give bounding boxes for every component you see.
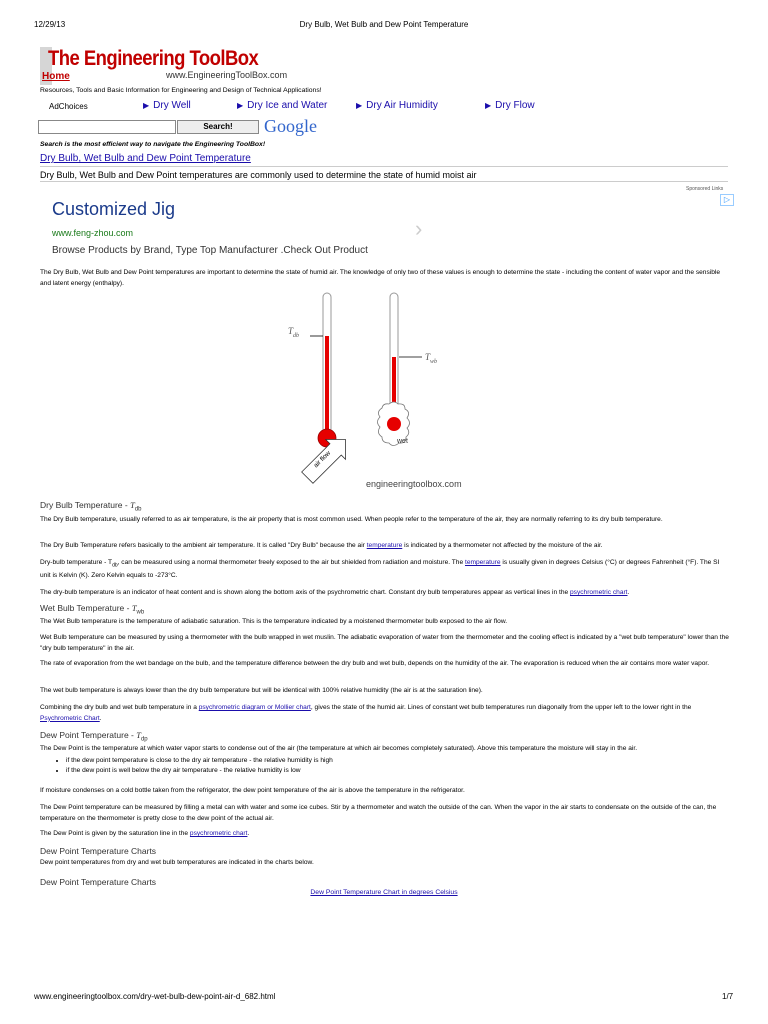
dew-point-chart-celsius-link[interactable]: Dew Point Temperature Chart in degrees Celsius xyxy=(310,889,458,896)
page-subtitle: Dry Bulb, Wet Bulb and Dew Point temperatures are commonly used to determine the state of humid moist air xyxy=(40,170,477,180)
wet-bulb-p2: Wet Bulb temperature can be measured by using a thermometer with the bulb wrapped in wet muslin. The adiabatic evaporation of water from the thermometer and the cooling effect is indicated by a "wet bulb temperature" lower than the "dry bulb temperature" in the air. xyxy=(40,634,729,652)
wet-bulb-heading: Wet Bulb Temperature - $T_{wb}$ xyxy=(40,603,145,616)
ad-text: Browse Products by Brand, Type Top Manufacturer .Check Out Product xyxy=(52,245,368,256)
wet-bulb-thermometer-icon xyxy=(378,293,423,446)
page-title-link[interactable]: Dry Bulb, Wet Bulb and Dew Point Temperature xyxy=(40,153,251,164)
footer-url: www.engineeringtoolbox.com/dry-wet-bulb-dew-point-air-d_682.html xyxy=(34,992,276,1001)
ad-link-dry-ice[interactable]: ▶ Dry Ice and Water xyxy=(237,100,327,111)
psychrometric-chart-link[interactable]: psychrometric chart xyxy=(569,589,628,596)
ad-url[interactable]: www.feng-zhou.com xyxy=(52,228,134,238)
site-tagline: Resources, Tools and Basic Information for Engineering and Design of Technical Applications! xyxy=(40,87,322,94)
dew-point-p1: The Dew Point is the temperature at which water vapor starts to condense out of the air (the temperature at which air becomes completely saturated). Above this temperature the moisture will stay in the air. xyxy=(40,745,638,752)
dry-bulb-p3: Dry-bulb temperature - $T_{db}$, can be measured using a normal thermometer freely exposed to the air but shielded from radiation and moisture. The temperature is usually given in degrees Celsius (°C) or degrees Fahrenheit (°F). The SI unit is Kelvin (K). Zero Kelvin equals to -273°C. xyxy=(40,559,720,579)
dry-bulb-heading: Dry Bulb Temperature - $T_{db}$ xyxy=(40,500,142,513)
t-wb-label: $T_{wb}$ xyxy=(425,352,438,365)
dew-point-list xyxy=(40,756,746,776)
dew-point-p2: If moisture condenses on a cold bottle taken from the refrigerator, the dew point temperature of the air is above the temperature in the refrigerator. xyxy=(40,787,465,794)
intro-paragraph: The Dry Bulb, Wet Bulb and Dew Point temperatures are important to determine the state of humid air. The knowledge of only two of these values is enough to determine the state - including the content of water vapor and the sensible and latent energy (enthalpy). xyxy=(40,269,721,287)
ad-choices-icon[interactable]: ▷ xyxy=(720,194,734,206)
ad-headline[interactable]: Customized Jig xyxy=(52,199,176,219)
site-url: www.EngineeringToolBox.com xyxy=(166,70,288,80)
home-link[interactable]: Home xyxy=(42,71,70,82)
ad-link-dry-air-humidity[interactable]: ▶ Dry Air Humidity xyxy=(356,100,438,111)
search-input[interactable] xyxy=(38,120,176,134)
psychrometric-diagram-link[interactable]: psychrometric diagram or Mollier chart xyxy=(198,704,311,711)
dew-point-p3: The Dew Point temperature can be measured by filling a metal can with water and some ice cubes. Stir by a thermometer and watch the outside of the can. When the vapor in the air starts to condensate on the outside of the can, the temperature on the thermometer is pretty close to the dew point of the actual air. xyxy=(40,804,717,822)
air-flow-label: air flow xyxy=(312,449,333,470)
ad-next-icon[interactable]: › xyxy=(415,216,423,241)
footer-page-number: 1/7 xyxy=(722,992,734,1001)
adchoices-label[interactable]: AdChoices xyxy=(49,102,88,111)
list-item: • if the dew point is well below the dry air temperature - the relative humidity is low xyxy=(66,766,746,776)
charts-heading: Dew Point Temperature Charts xyxy=(40,846,157,856)
t-db-label: $T_{db}$ xyxy=(288,326,300,339)
ad-link-dry-well[interactable]: ▶ Dry Well xyxy=(143,100,191,111)
list-item: • if the dew point temperature is close to the dry air temperature - the relative humidity is high xyxy=(66,756,746,766)
divider xyxy=(40,181,728,182)
search-hint: Search is the most efficient way to navigate the Engineering ToolBox! xyxy=(40,141,266,148)
dry-bulb-thermometer-icon xyxy=(310,293,336,447)
dew-point-p4: The Dew Point is given by the saturation line in the psychrometric chart. xyxy=(40,830,250,837)
thermometer-figure xyxy=(270,290,510,496)
print-title: Dry Bulb, Wet Bulb and Dew Point Temperature xyxy=(299,20,469,29)
divider xyxy=(40,166,728,167)
figure-credit: engineeringtoolbox.com xyxy=(366,479,462,489)
google-logo: Google xyxy=(264,116,317,136)
charts-heading-2: Dew Point Temperature Charts xyxy=(40,877,157,887)
dew-point-heading: Dew Point Temperature - $T_{dp}$ xyxy=(40,730,148,743)
wet-bulb-p5: Combining the dry bulb and wet bulb temperature in a psychrometric diagram or Mollier chart, gives the state of the humid air. Lines of constant wet bulb temperatures run diagonally from the upper left to the lower right in the Psychrometric Chart. xyxy=(40,704,692,722)
site-logo[interactable]: The Engineering ToolBox xyxy=(48,47,259,70)
wet-bulb-p3: The rate of evaporation from the wet bandage on the bulb, and the temperature difference between the dry bulb and wet bulb, depends on the humidity of the air. The evaporation is reduced when the air contains more water vapor. xyxy=(40,660,710,667)
temperature-link[interactable]: temperature xyxy=(366,542,403,549)
dry-bulb-p1: The Dry Bulb temperature, usually referred to as air temperature, is the air property that is most common used. When people refer to the temperature of the air, they are normally referring to its dry bulb temperature. xyxy=(40,516,663,523)
wet-bulb-p1: The Wet Bulb temperature is the temperature of adiabatic saturation. This is the temperature indicated by a moistened thermometer bulb exposed to the air flow. xyxy=(40,618,508,625)
charts-paragraph: Dew point temperatures from dry and wet bulb temperatures are indicated in the charts below. xyxy=(40,859,314,866)
psychrometric-chart-link[interactable]: Psychrometric Chart xyxy=(40,714,100,722)
temperature-link[interactable]: temperature xyxy=(464,559,501,566)
psychrometric-chart-link[interactable]: psychrometric chart xyxy=(189,830,248,837)
dry-bulb-p2: The Dry Bulb Temperature refers basically to the ambient air temperature. It is called "Dry Bulb" because the air temperature is indicated by a thermometer not affected by the moisture of the air. xyxy=(40,542,603,549)
wet-label: wet xyxy=(397,438,408,445)
dry-bulb-p4: The dry-bulb temperature is an indicator of heat content and is shown along the bottom axis of the psychrometric chart. Constant dry bulb temperatures appear as vertical lines in the psychrometric chart. xyxy=(40,589,630,596)
ad-link-dry-flow[interactable]: ▶ Dry Flow xyxy=(485,100,535,111)
search-button[interactable]: Search! xyxy=(177,120,259,134)
wet-bulb-p4: The wet bulb temperature is always lower than the dry bulb temperature but will be identical with 100% relative humidity (the air is at the saturation line). xyxy=(40,687,483,694)
print-date: 12/29/13 xyxy=(34,20,66,29)
sponsored-label: Sponsored Links xyxy=(686,186,724,192)
